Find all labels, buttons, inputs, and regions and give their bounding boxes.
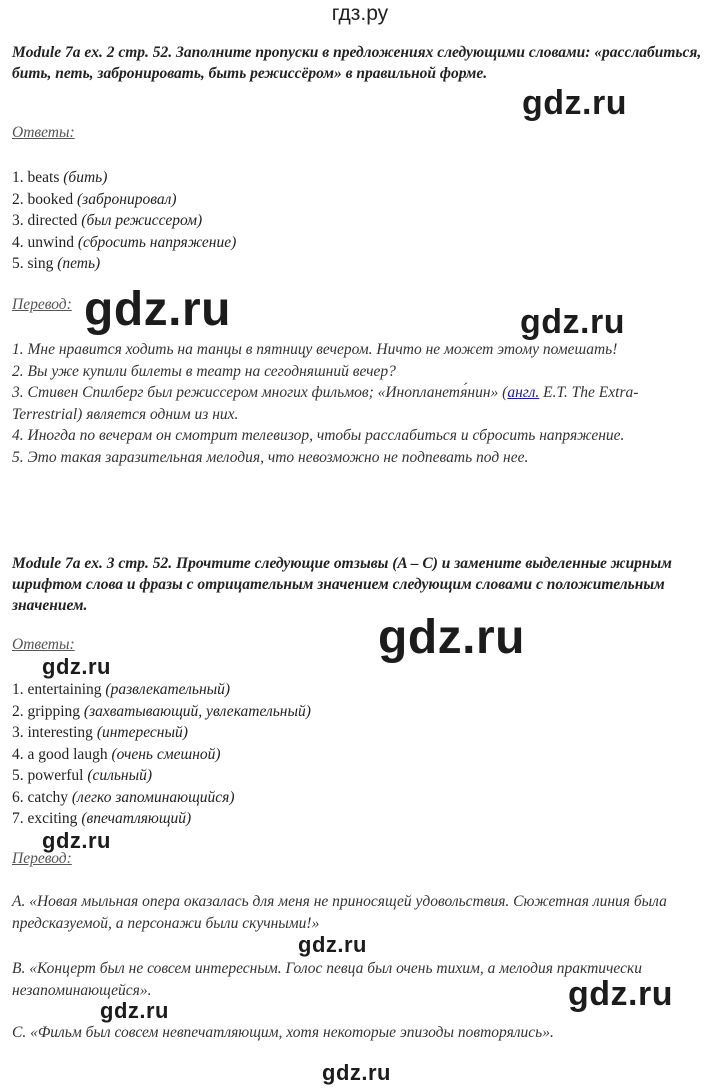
review-a: A. «Новая мыльная опера оказалась для меня не приносящей удовольствия. Сюжетная линия была предсказуемой, а персонажи были скучными!»: [12, 893, 667, 932]
watermark: gdz.ru: [322, 1060, 391, 1085]
list-item: 3. interesting (интересный): [12, 724, 188, 741]
watermark: gdz.ru: [42, 654, 111, 679]
answers-list-ex3: [12, 679, 311, 830]
review-b: B. «Концерт был не совсем интересным. Голос певца был очень тихим, а мелодия практически незапоминающейся».: [12, 960, 642, 999]
translation-sentence: 1. Мне нравится ходить на танцы в пятницу вечером. Ничто не может этому помешать!: [12, 341, 618, 358]
watermark: gdz.ru: [100, 998, 169, 1023]
site-header: гдз.ру: [331, 2, 389, 25]
watermark: gdz.ru: [522, 84, 627, 122]
translation-label: Перевод:: [12, 296, 72, 313]
watermark: gdz.ru: [378, 611, 525, 664]
list-item: 3. directed (был режиссером): [12, 212, 203, 229]
translation-label: Перевод:: [12, 850, 72, 867]
list-item: 6. catchy (легко запоминающийся): [12, 788, 235, 806]
watermark: gdz.ru: [84, 283, 231, 336]
task-heading-ex3: Module 7a ex. 3 стр. 52. Прочтите следующие отзывы (A – C) и замените выделенные жирным шрифтом слова и фразы с отрицательным значением следующим словами с положительным значением.: [12, 555, 672, 614]
task-heading-ex2: Module 7a ex. 2 стр. 52. Заполните пропуски в предложениях следующими словами: «расслабиться, бить, петь, забронировать, быть режиссёром» в правильной форме.: [12, 44, 702, 82]
list-item: 4. a good laugh (очень смешной): [12, 745, 221, 763]
translation-sentence: 3. Стивен Спилберг был режиссером многих фильмов; «Инопланетя́нин» (англ. E.T. The Extra-Terrestrial) является одним из них.: [12, 384, 639, 423]
list-item: 4. unwind (сбросить напряжение): [12, 233, 237, 251]
translation-sentence: 4. Иногда по вечерам он смотрит телевизор, чтобы расслабиться и сбросить напряжение.: [12, 427, 625, 444]
watermark: gdz.ru: [298, 932, 367, 957]
translation-sentence: 2. Вы уже купили билеты в театр на сегодняшний вечер?: [12, 362, 396, 380]
wiki-link[interactable]: англ.: [507, 384, 540, 401]
answers-list-ex2: [12, 167, 236, 275]
watermark: gdz.ru: [568, 975, 673, 1013]
list-item: 1. beats (бить): [12, 169, 108, 186]
watermark: gdz.ru: [42, 828, 111, 853]
list-item: 1. entertaining (развлекательный): [12, 681, 231, 698]
translation-sentence: 5. Это такая заразительная мелодия, что невозможно не подпевать под нее.: [12, 448, 529, 466]
list-item: 2. gripping (захватывающий, увлекательный): [12, 702, 311, 720]
list-item: 2. booked (забронировал): [12, 190, 177, 208]
watermark: gdz.ru: [520, 303, 625, 341]
answers-label: Ответы:: [12, 124, 75, 141]
review-c: C. «Фильм был совсем невпечатляющим, хотя некоторые эпизоды повторялись».: [12, 1024, 554, 1041]
list-item: 5. sing (петь): [12, 255, 101, 272]
translation-ex2: [12, 339, 702, 468]
list-item: 5. powerful (сильный): [12, 767, 153, 784]
list-item: 7. exciting (впечатляющий): [12, 810, 192, 827]
answers-label: Ответы:: [12, 636, 75, 653]
